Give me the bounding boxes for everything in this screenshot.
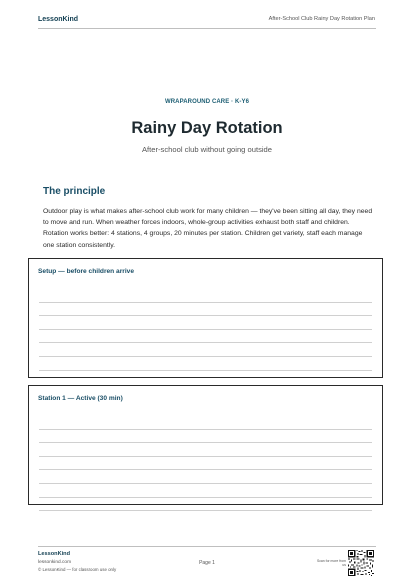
writing-line [39, 330, 372, 344]
footer-divider [38, 546, 376, 547]
writing-line [39, 430, 372, 444]
page-subtitle: After-school club without going outside [141, 145, 272, 154]
writing-line [39, 443, 372, 457]
principle-heading: The principle [43, 186, 106, 197]
page-title: Rainy Day Rotation [131, 119, 283, 137]
writing-line [39, 289, 372, 303]
qr-code-icon [348, 550, 374, 576]
page-number: Page 1 [199, 560, 215, 566]
writing-line [39, 498, 372, 512]
writing-line [39, 343, 372, 357]
setup-section-title: Setup — before children arrive [38, 268, 135, 275]
footer-brand: LessonKind [38, 551, 71, 557]
header-brand: LessonKind [38, 16, 79, 23]
setup-section-box [28, 258, 383, 378]
header-document-title: After-School Club Rainy Day Rotation Plan [268, 16, 375, 22]
station-1-section-title: Station 1 — Active (30 min) [38, 395, 123, 402]
writing-line [39, 457, 372, 471]
qr-caption: Scan for more from us [316, 559, 346, 567]
eyebrow-label: WRAPAROUND CARE · K-Y6 [164, 99, 250, 105]
writing-line [39, 470, 372, 484]
writing-line [39, 357, 372, 371]
footer-copyright: © LessonKind — for classroom use only [38, 567, 117, 572]
header-divider [38, 28, 376, 29]
writing-line [39, 484, 372, 498]
setup-writing-lines [39, 289, 372, 371]
station-1-section-box [28, 385, 383, 505]
writing-line [39, 316, 372, 330]
principle-paragraph: Outdoor play is what makes after-school club work for many children — they've been sitting all day, they need to move and run. When weather forces indoors, whole-group activities exhaust both staff and children. Rotation works better: 4 stations, 4 groups, 20 minutes per station. Children get variety, staff each manage one station consistently. [43, 208, 373, 249]
station-1-writing-lines [39, 416, 372, 511]
footer-website: lessonkind.com [38, 560, 72, 565]
writing-line [39, 303, 372, 317]
writing-line [39, 416, 372, 430]
